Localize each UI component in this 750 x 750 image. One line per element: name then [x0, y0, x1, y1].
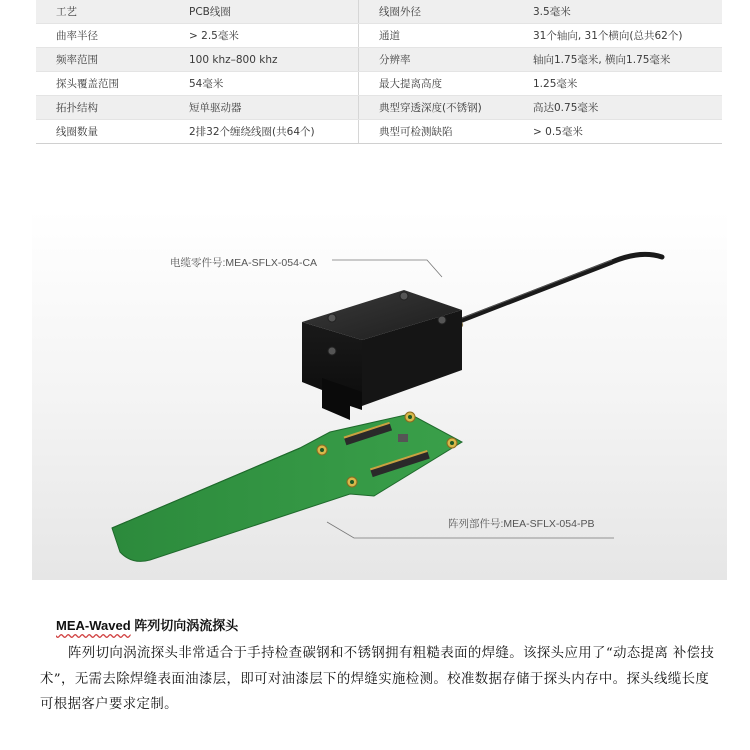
section-title [56, 615, 238, 634]
spec-key: 通道 [359, 24, 514, 48]
spec-value: 高达0.75毫米 [513, 96, 722, 120]
spec-value: 1.25毫米 [513, 72, 722, 96]
table-row [36, 48, 722, 72]
spec-value: 100 khz–800 khz [169, 48, 359, 72]
spec-value: 2排32个缠绕线圈(共64个) [169, 120, 359, 144]
table-row [36, 96, 722, 120]
spec-key: 曲率半径 [36, 24, 169, 48]
cable-part-number: 电缆零件号:MEA-SFLX-054-CA [170, 257, 318, 269]
table-row [36, 72, 722, 96]
spec-key: 分辨率 [359, 48, 514, 72]
spec-key: 典型可检测缺陷 [359, 120, 514, 144]
spec-value: 54毫米 [169, 72, 359, 96]
array-part-number: 阵列部件号:MEA-SFLX-054-PB [448, 518, 595, 530]
spec-key: 典型穿透深度(不锈钢) [359, 96, 514, 120]
spec-key: 最大提离高度 [359, 72, 514, 96]
spec-value: 短单驱动器 [169, 96, 359, 120]
description-paragraph: 阵列切向涡流探头非常适合于手持检查碳钢和不锈钢拥有粗糙表面的焊缝。该探头应用了“动态提离 补偿技术”，无需去除焊缝表面油漆层，即可对油漆层下的焊缝实施检测。校准数据存储于探头内存中。探头线缆长度可根据客户要求定制。 [40, 646, 715, 712]
spec-value: > 2.5毫米 [169, 24, 359, 48]
spec-key: 工艺 [36, 0, 169, 24]
spec-key: 频率范围 [36, 48, 169, 72]
spec-key: 线圈数量 [36, 120, 169, 144]
table-row [36, 24, 722, 48]
table-row [36, 120, 722, 144]
spec-value: 轴向1.75毫米, 横向1.75毫米 [513, 48, 722, 72]
brand-name: MEA-Waved [56, 618, 131, 633]
title-text: 阵列切向涡流探头 [130, 618, 239, 633]
spec-value: > 0.5毫米 [513, 120, 722, 144]
probe-illustration [32, 210, 727, 580]
spec-value: PCB线圈 [169, 0, 359, 24]
spec-key: 拓扑结构 [36, 96, 169, 120]
spec-value: 3.5毫米 [513, 0, 722, 24]
product-photo [32, 210, 727, 580]
spec-key: 探头覆盖范围 [36, 72, 169, 96]
spec-value: 31个轴向, 31个横向(总共62个) [513, 24, 722, 48]
spec-table [36, 0, 722, 144]
spec-key: 线圈外径 [359, 0, 514, 24]
table-row [36, 0, 722, 24]
